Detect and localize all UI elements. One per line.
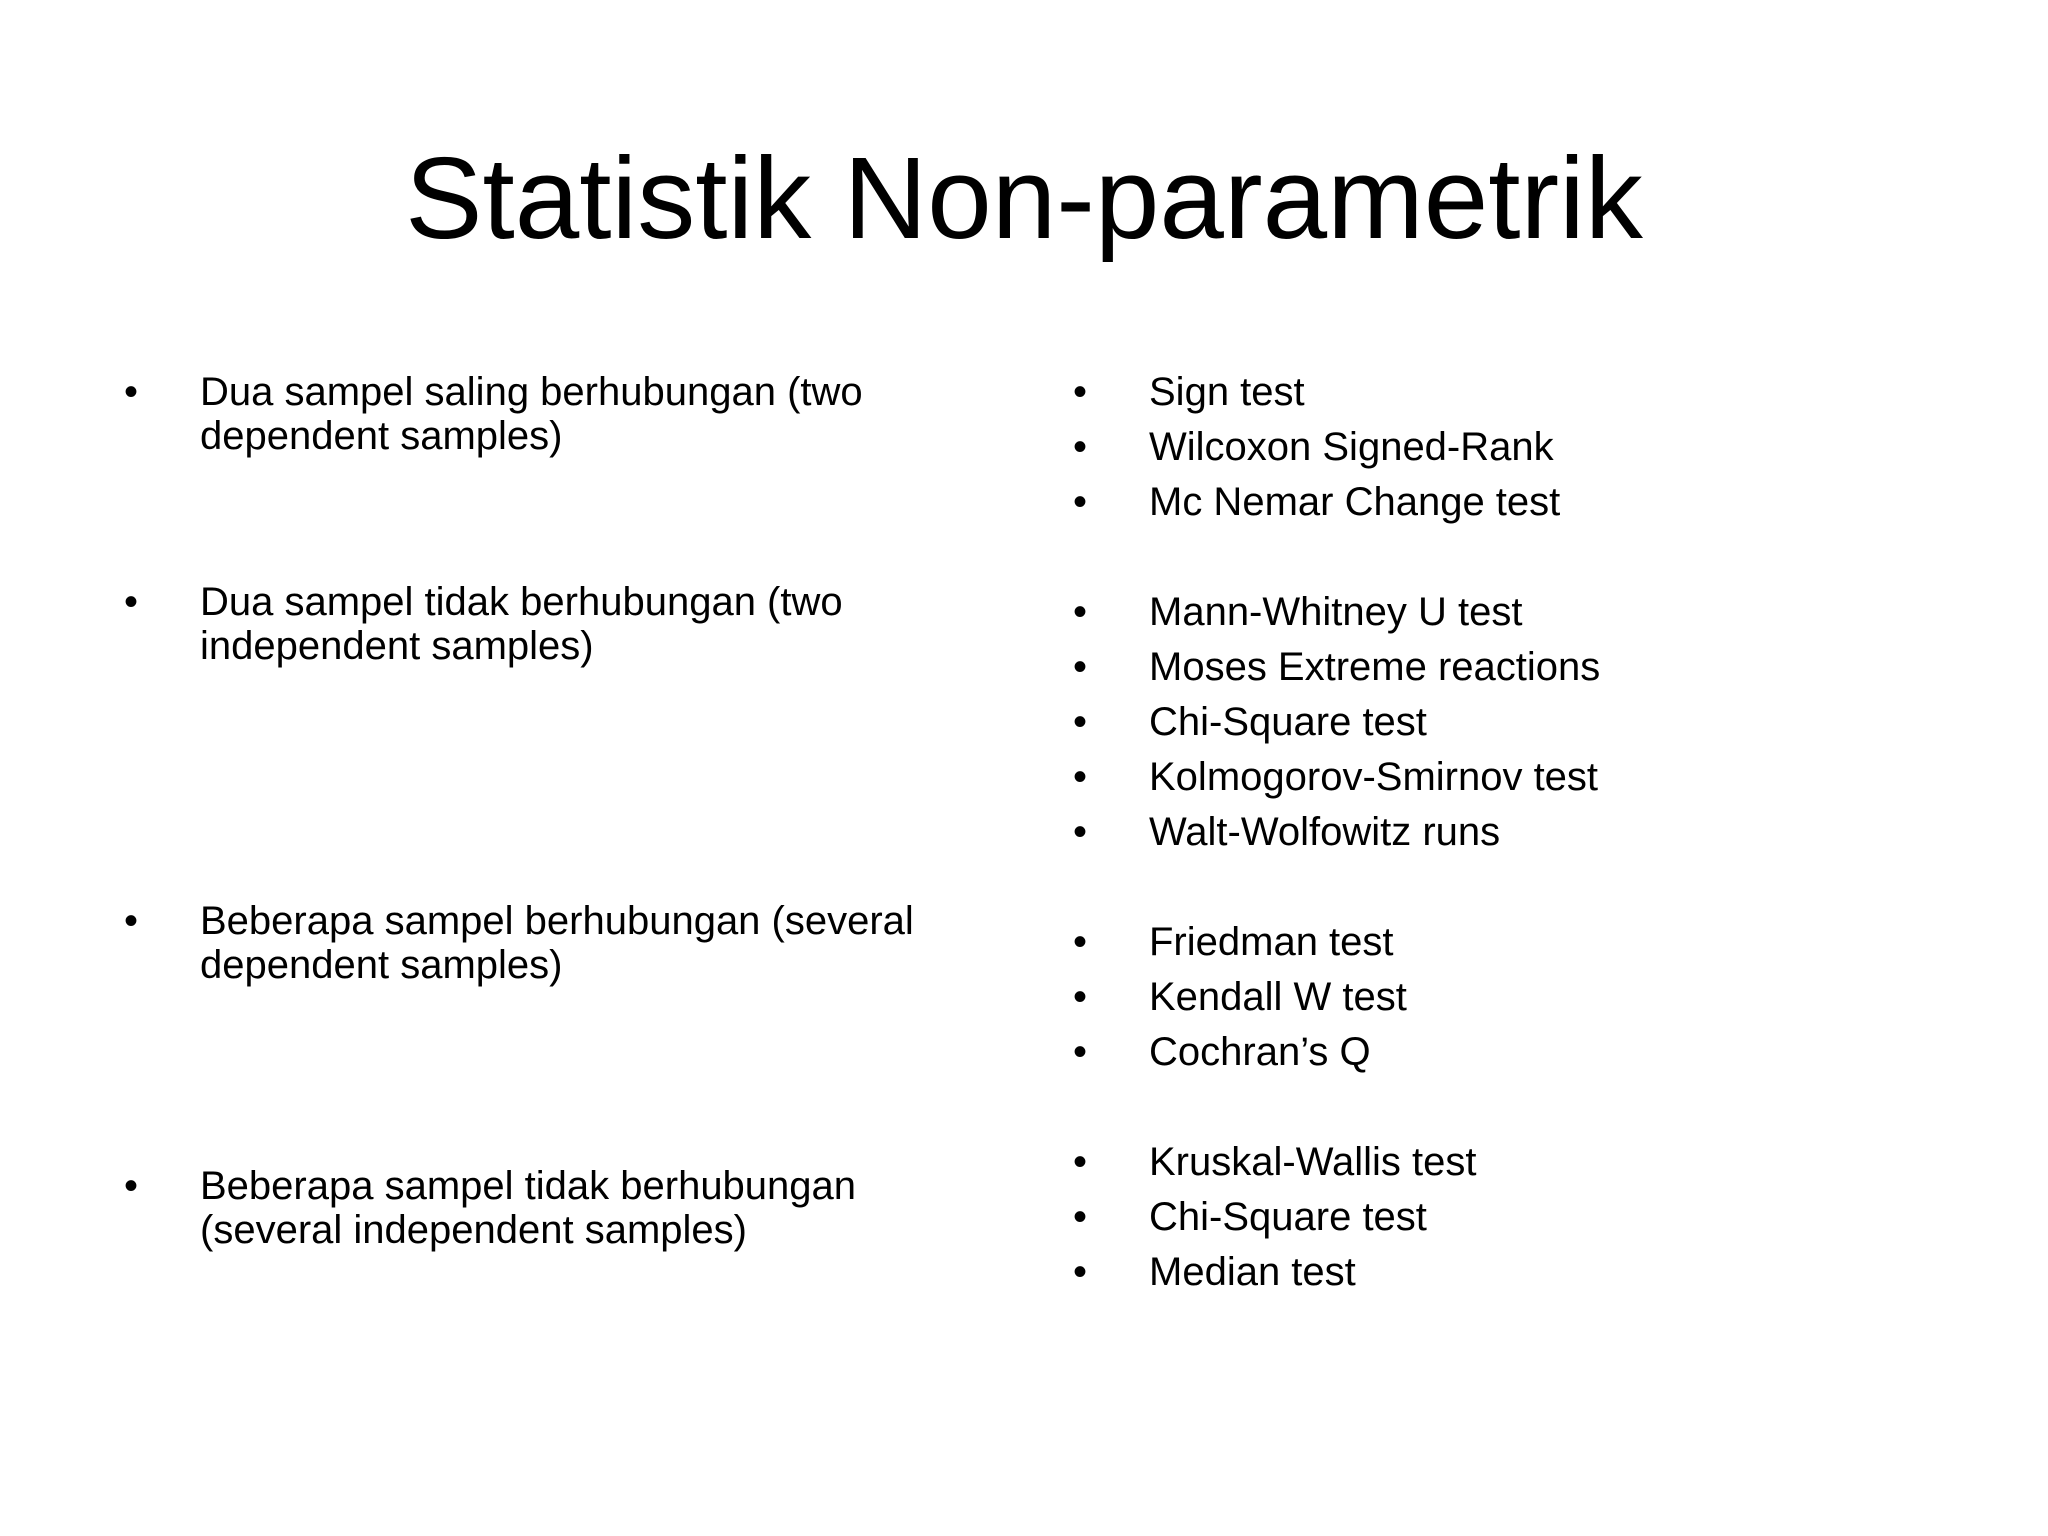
bullet-icon: • [1073, 810, 1088, 854]
bullet-icon: • [1073, 700, 1088, 744]
bullet-icon: • [1073, 590, 1088, 634]
bullet-icon: • [1073, 1140, 1088, 1184]
slide-title: Statistik Non-parametrik [405, 133, 1643, 263]
bullet-icon: • [124, 1164, 139, 1208]
right-bullet-text: Wilcoxon Signed-Rank [1149, 425, 1554, 469]
right-bullet-text: Median test [1149, 1250, 1356, 1294]
bullet-icon: • [1073, 370, 1088, 414]
bullet-icon: • [1073, 425, 1088, 469]
left-bullet-text: Dua sampel tidak berhubungan (two independent samples) [200, 580, 843, 668]
right-bullet-text: Sign test [1149, 370, 1305, 414]
bullet-icon: • [1073, 1195, 1088, 1239]
bullet-icon: • [124, 580, 139, 624]
right-bullet-text: Moses Extreme reactions [1149, 645, 1601, 689]
bullet-icon: • [1073, 1030, 1088, 1074]
left-bullet-text: Beberapa sampel berhubungan (several dependent samples) [200, 899, 914, 987]
bullet-icon: • [1073, 1250, 1088, 1294]
left-bullet-text: Beberapa sampel tidak berhubungan (several independent samples) [200, 1164, 857, 1252]
left-bullet-text: Dua sampel saling berhubungan (two dependent samples) [200, 370, 863, 458]
right-bullet-text: Kendall W test [1149, 975, 1407, 1019]
right-bullet-text: Friedman test [1149, 920, 1394, 964]
bullet-icon: • [1073, 975, 1088, 1019]
right-bullet-text: Chi-Square test [1149, 1195, 1427, 1239]
right-bullet-text: Cochran’s Q [1149, 1030, 1371, 1074]
bullet-icon: • [1073, 920, 1088, 964]
right-bullet-text: Chi-Square test [1149, 700, 1427, 744]
right-bullet-text: Kruskal-Wallis test [1149, 1140, 1477, 1184]
right-bullet-text: Mann-Whitney U test [1149, 590, 1523, 634]
bullet-icon: • [1073, 480, 1088, 524]
bullet-icon: • [1073, 645, 1088, 689]
right-bullet-text: Kolmogorov-Smirnov test [1149, 755, 1599, 799]
bullet-icon: • [1073, 755, 1088, 799]
bullet-icon: • [124, 899, 139, 943]
bullet-icon: • [124, 370, 139, 414]
right-bullet-text: Mc Nemar Change test [1149, 480, 1561, 524]
right-bullet-text: Walt-Wolfowitz runs [1149, 810, 1501, 854]
